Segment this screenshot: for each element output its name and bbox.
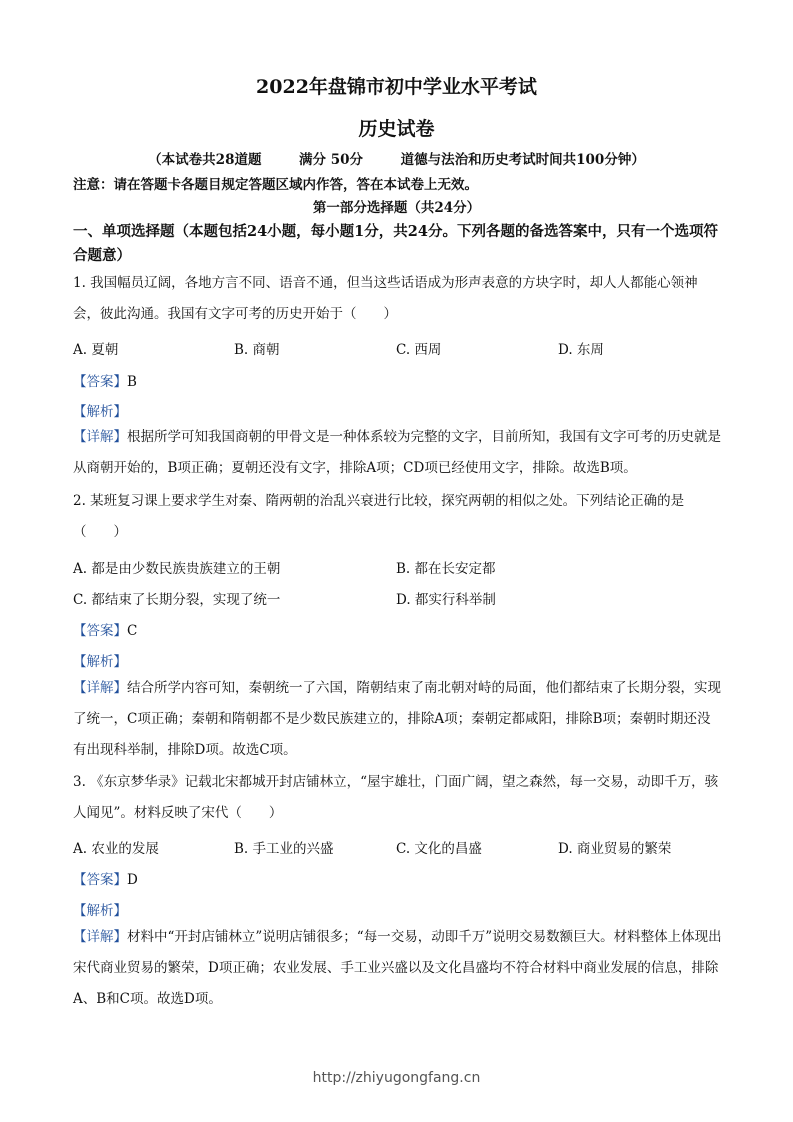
answer-label: 【答案】 [73, 872, 127, 888]
question-2-answer [73, 619, 137, 639]
answer-value: C [127, 623, 138, 639]
question-1-option-b: B. 商朝 [234, 342, 280, 358]
question-1-option-a: A. 夏朝 [73, 342, 119, 358]
question-1-stem: 1. 我国幅员辽阔，各地方言不同、语音不通，但当这些话语成为形声表意的方块字时，却人人都能心领神会，彼此沟通。我国有文字可考的历史开始于（ ） [73, 275, 698, 322]
answer-label: 【答案】 [73, 623, 127, 639]
question-2-stem: 2. 某班复习课上要求学生对秦、隋两朝的治乱兴衰进行比较，探究两朝的相似之处。下列结论正确的是（ ） [73, 493, 685, 540]
question-3-option-a: A. 农业的发展 [73, 841, 159, 857]
detail-label: 【详解】 [73, 680, 127, 696]
question-1-analysis-label: 【解析】 [73, 404, 127, 420]
exam-info: （本试卷共28道题 满分 50分 道德与法治和历史考试时间共100分钟） [148, 152, 645, 168]
part-title: 第一部分选择题（共24分） [312, 200, 481, 216]
detail-text: 材料中“开封店铺林立”说明店铺很多；“每一交易，动即千万”说明交易数额巨大。材料整体上体现出宋代商业贸易的繁荣，D项正确；农业发展、手工业兴盛以及文化昌盛均不符合材料中商业发展的信息，排除A、B和C项。故选D项。 [73, 929, 722, 1007]
footer-url: http://zhiyugongfang.cn [312, 1070, 481, 1086]
section-title: 一、单项选择题（本题包括24小题，每小题1分，共24分。下列各题的备选答案中，只有一个选项符合题意） [73, 223, 718, 264]
question-2-option-b: B. 都在长安定都 [396, 561, 496, 577]
question-1-detail [73, 422, 723, 484]
detail-label: 【详解】 [73, 929, 127, 945]
answer-value: D [127, 872, 138, 888]
answer-label: 【答案】 [73, 374, 127, 390]
question-3-option-b: B. 手工业的兴盛 [234, 841, 334, 857]
answer-value: B [127, 374, 137, 390]
exam-notice: 注意：请在答题卡各题目规定答题区域内作答，答在本试卷上无效。 [73, 177, 478, 193]
detail-text: 结合所学内容可知，秦朝统一了六国，隋朝结束了南北朝对峙的局面，他们都结束了长期分裂，实现了统一，C项正确；秦朝和隋朝都不是少数民族建立的，排除A项；秦朝定都咸阳，排除B项；秦朝时期还没有出现科举制，排除D项。故选C项。 [73, 680, 721, 758]
detail-label: 【详解】 [73, 429, 127, 445]
exam-title: 2022年盘锦市初中学业水平考试 [256, 76, 537, 98]
question-2-option-a: A. 都是由少数民族贵族建立的王朝 [73, 561, 281, 577]
question-2-analysis-label: 【解析】 [73, 654, 127, 670]
question-3-analysis-label: 【解析】 [73, 903, 127, 919]
question-2-option-d: D. 都实行科举制 [396, 592, 496, 608]
subject-title: 历史试卷 [358, 118, 435, 140]
question-2-option-c: C. 都结束了长期分裂，实现了统一 [73, 592, 281, 608]
detail-text: 根据所学可知我国商朝的甲骨文是一种体系较为完整的文字，目前所知，我国有文字可考的历史就是从商朝开始的，B项正确；夏朝还没有文字，排除A项；CD项已经使用文字，排除。故选B项。 [73, 429, 721, 476]
question-1-option-c: C. 西周 [396, 342, 442, 358]
question-3-stem: 3. 《东京梦华录》记载北宋都城开封店铺林立，“屋宇雄壮，门面广阔，望之森然，每一交易，动即千万，骇人闻见”。材料反映了宋代（ ） [73, 774, 719, 821]
question-3-option-c: C. 文化的昌盛 [396, 841, 482, 857]
question-3-option-d: D. 商业贸易的繁荣 [558, 841, 672, 857]
question-3-detail [73, 922, 723, 1015]
question-1-option-d: D. 东周 [558, 342, 604, 358]
question-1-answer [73, 370, 137, 390]
question-2-detail [73, 673, 723, 766]
question-3-answer [73, 868, 138, 888]
